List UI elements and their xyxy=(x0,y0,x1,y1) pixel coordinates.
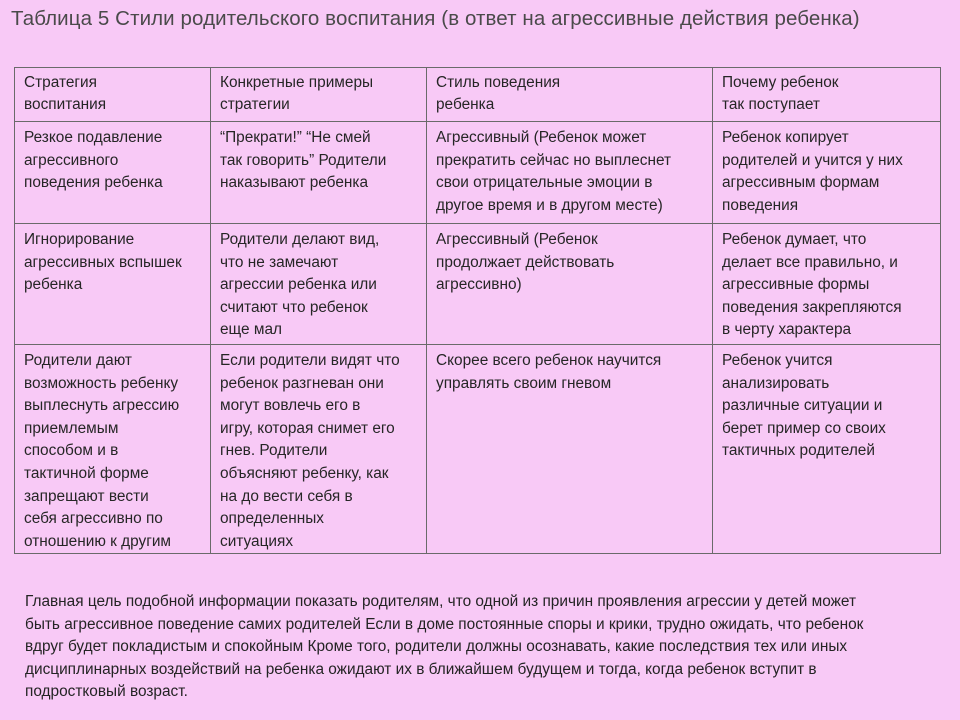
header-strategy xyxy=(15,68,211,122)
table-cell xyxy=(15,224,211,345)
table-row xyxy=(15,224,941,345)
parenting-styles-table xyxy=(14,67,941,554)
table-cell xyxy=(713,122,941,224)
page-title: Таблица 5 Стили родительского воспитания (в ответ на агрессивные действия ребенка) xyxy=(11,7,860,30)
header-reason xyxy=(713,68,941,122)
header-examples xyxy=(211,68,427,122)
table-cell xyxy=(713,224,941,345)
table-cell xyxy=(15,122,211,224)
table-cell xyxy=(427,122,713,224)
cell-text: Если родители видят что ребенок разгневан они могут вовлечь его в игру, которая снимет его гнев. Родители объясняют ребенку, как на до вести себя в определенных ситуациях xyxy=(220,352,400,550)
header-child-behavior xyxy=(427,68,713,122)
table-row xyxy=(15,122,941,224)
header-label: Конкретные примеры стратегии xyxy=(220,74,374,113)
cell-text: “Прекрати!” “Не смей так говорить” Родители наказывают ребенка xyxy=(220,129,387,192)
table-cell xyxy=(427,224,713,345)
table-cell xyxy=(211,122,427,224)
cell-text: Ребенок копирует родителей и учится у них агрессивным формам поведения xyxy=(722,129,903,214)
cell-text: Ребенок думает, что делает все правильно, и агрессивные формы поведения закрепляются в черту характера xyxy=(722,231,902,339)
cell-text: Родители делают вид, что не замечают агрессии ребенка или считают что ребенок еще мал xyxy=(220,231,380,339)
table-cell xyxy=(15,345,211,554)
table-header-row xyxy=(15,68,941,122)
cell-text: Агрессивный (Ребенок продолжает действовать агрессивно) xyxy=(436,231,615,294)
cell-text: Игнорирование агрессивных вспышек ребенка xyxy=(24,231,182,294)
table-cell xyxy=(211,345,427,554)
table-cell xyxy=(211,224,427,345)
cell-text: Родители дают возможность ребенку выплеснуть агрессию приемлемым способом и в тактичной форме запрещают вести себя агрессивно по отношению к другим xyxy=(24,352,180,550)
header-label: Стратегия воспитания xyxy=(24,74,107,113)
cell-text: Ребенок учится анализировать различные ситуации и берет пример со своих тактичных родителей xyxy=(722,352,886,460)
table-cell xyxy=(427,345,713,554)
cell-text: Резкое подавление агрессивного поведения ребенка xyxy=(24,129,163,192)
cell-text: Агрессивный (Ребенок может прекратить сейчас но выплеснет свои отрицательные эмоции в другое время и в другом месте) xyxy=(436,129,672,214)
conclusion-paragraph: Главная цель подобной информации показать родителям, что одной из причин проявления агрессии у детей может быть агрессивное поведение самих родителей Если в доме постоянные споры и крики, трудно ожидать, что ребенок вдруг будет покладистым и спокойным Кроме того, родители должны осознавать, какие последствия тех или иных дисциплинарных воздействий на ребенка ожидают их в ближайшем будущем и тогда, когда ребенок вступит в подростковый возраст. xyxy=(25,593,864,701)
header-label: Почему ребенок так поступает xyxy=(722,74,839,113)
table-row xyxy=(15,345,941,554)
cell-text: Скорее всего ребенок научится управлять своим гневом xyxy=(436,352,662,392)
header-label: Стиль поведения ребенка xyxy=(436,74,561,113)
table-cell xyxy=(713,345,941,554)
